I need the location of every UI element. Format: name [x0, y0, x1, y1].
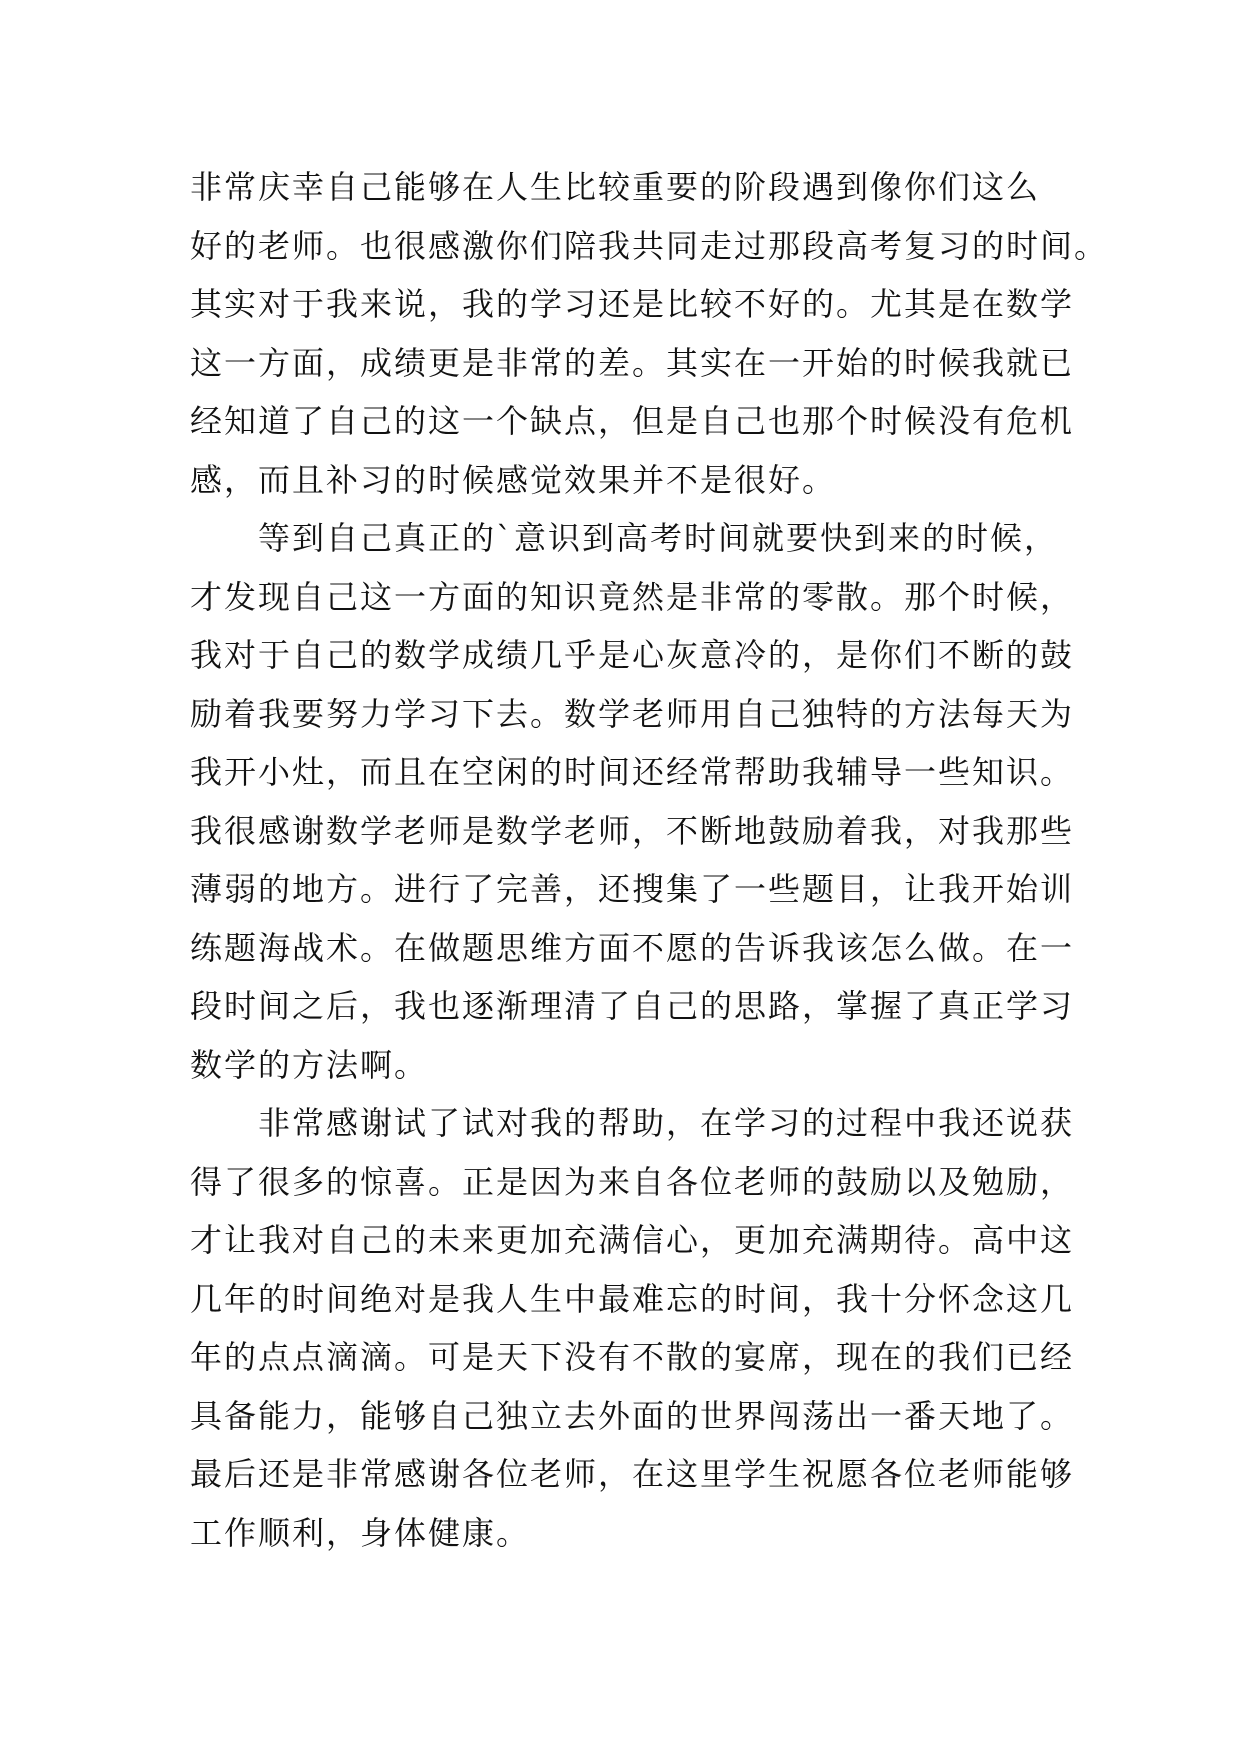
- paragraph-1: [190, 158, 1109, 509]
- text-line: 非常感谢试了试对我的帮助，在学习的过程中我还说获: [258, 1104, 1075, 1142]
- text-line: 薄弱的地方。进行了完善，还搜集了一些题目，让我开始训: [190, 870, 1075, 908]
- text-line: 数学的方法啊。: [190, 1045, 429, 1084]
- paragraph-2: [190, 509, 1090, 1094]
- text-line: 励着我要努力学习下去。数学老师用自己独特的方法每天为: [190, 694, 1075, 733]
- text-line: 才让我对自己的未来更加充满信心，更加充满期待。高中这: [190, 1221, 1075, 1259]
- text-line: 几年的时间绝对是我人生中最难忘的时间，我十分怀念这几: [190, 1279, 1075, 1318]
- text-line: 经知道了自己的这一个缺点，但是自己也那个时候没有危机: [190, 402, 1075, 440]
- text-line: 好的老师。也很感激你们陪我共同走过那段高考复习的时间。: [190, 226, 1109, 265]
- text-line: 非常庆幸自己能够在人生比较重要的阶段遇到像你们这么: [190, 168, 1041, 206]
- text-line: 才发现自己这一方面的知识竟然是非常的零散。那个时候，: [190, 577, 1075, 616]
- text-line: 我对于自己的数学成绩几乎是心灰意冷的，是你们不断的鼓: [190, 636, 1075, 674]
- text-line: 最后还是非常感谢各位老师，在这里学生祝愿各位老师能够: [190, 1455, 1075, 1493]
- text-line: 其实对于我来说，我的学习还是比较不好的。尤其是在数学: [190, 285, 1075, 323]
- text-line: 得了很多的惊喜。正是因为来自各位老师的鼓励以及勉励，: [190, 1162, 1075, 1201]
- paragraph-3: [190, 1094, 1090, 1562]
- text-line: 工作顺利，身体健康。: [190, 1513, 531, 1552]
- text-line: 我开小灶，而且在空闲的时间还经常帮助我辅导一些知识。: [190, 753, 1075, 791]
- text-line: 感，而且补习的时候感觉效果并不是很好。: [190, 460, 837, 499]
- text-line: 我很感谢数学老师是数学老师，不断地鼓励着我，对我那些: [190, 811, 1075, 850]
- text-line: 练题海战术。在做题思维方面不愿的告诉我该怎么做。在一: [190, 928, 1075, 967]
- text-line: 年的点点滴滴。可是天下没有不散的宴席，现在的我们已经: [190, 1338, 1075, 1376]
- text-line: 段时间之后，我也逐渐理清了自己的思路，掌握了真正学习: [190, 987, 1075, 1025]
- text-line: 具备能力，能够自己独立去外面的世界闯荡出一番天地了。: [190, 1396, 1075, 1435]
- document-body: [190, 158, 1109, 1562]
- text-line: 这一方面，成绩更是非常的差。其实在一开始的时候我就已: [190, 343, 1075, 382]
- text-line: 等到自己真正的`意识到高考时间就要快到来的时候，: [258, 519, 1059, 557]
